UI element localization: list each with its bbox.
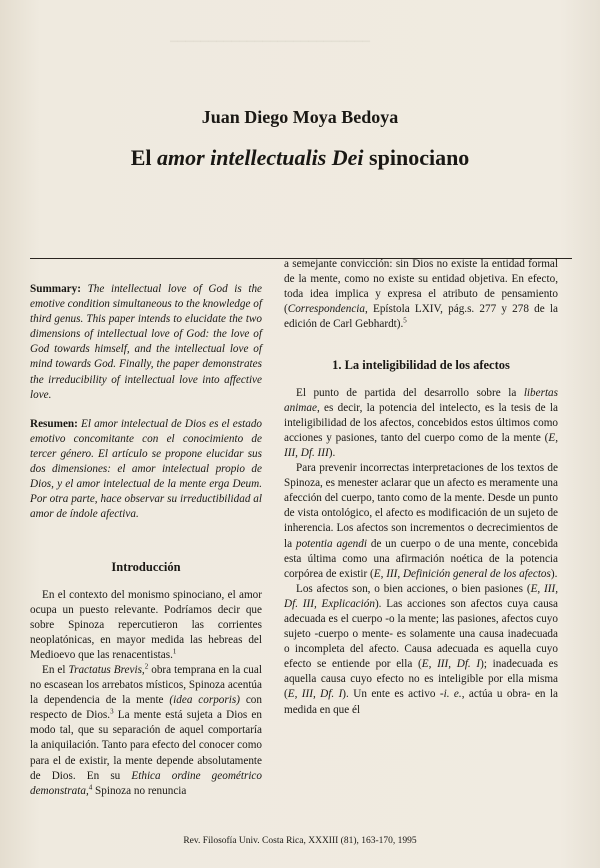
section-1-heading: 1. La inteligibilidad de los afectos bbox=[332, 358, 510, 373]
author-name: Juan Diego Moya Bedoya bbox=[201, 107, 399, 127]
section-1-paragraph-2: Para prevenir incorrectas interpretaciones de los textos de Spinoza, es menester aclarar que un afecto es meramente una afección del cuerpo, tanto como de la mente. Desde un punto de vista ontológico, el afecto es modificación de un sujeto de inherencia. Los afectos son incrementos o decrecimientos de la potentia agendi de un cuerpo o de una mente, concebida esta última como una afirmación noética de la potencia corpórea de existir (E, III, Definición general de los afectos). bbox=[284, 462, 558, 580]
section-1-paragraph-1: El punto de partida del desarrollo sobre la libertas animae, es decir, la potencia del intelecto, es la tesis de la inteligibilidad de los afectos, concebidos estos últimos como acciones y pasiones, tanto del cuerpo como de la mente (E, III, Df. III). bbox=[284, 386, 558, 459]
article-title: El amor intellectualis Dei spinociano bbox=[130, 145, 470, 170]
intro-paragraph-2: En el Tractatus Brevis,$^2$ obra temprana en la cual no escasean los arrebatos místicos, Spinoza acentúa la dependencia de la mente (idea corporis) con respecto de Dios.$^3$ La mente está sujeta a Dios en modo tal, que su separación de aquel comportaría la aniquilación. Tanto para efecto del conocer como para el de existir, la mente depende absolutamente de Dios. En su Ethica ordine geométrico demonstrata,$^4$ Spinoza no renuncia bbox=[30, 662, 262, 797]
resumen-paragraph bbox=[30, 417, 262, 523]
intro-heading: Introducción bbox=[111, 560, 181, 575]
resumen-text: El amor intelectual de Dios es el estado emotivo concomitante con el conocimiento de tercer género. El artículo se propone elucidar sus dos dimensiones: el amor intelectual propio de Dios, y el amor intelectual de la mente erga Deum. Por otra parte, hace observar su irreductibilidad al amor de índole afectiva. bbox=[30, 417, 263, 521]
title-italic: amor intellectualis Dei bbox=[156, 145, 364, 170]
resumen-label: Resumen: bbox=[30, 417, 78, 430]
intro-paragraph-1: En el contexto del monismo spinociano, el amor ocupa un puesto relevante. Podríamos decir que sobre Spinoza repercutieron las corrientes neoplatónicas, en mayor medida las hebreas del Medioevo que las renacentistas.$^1$ bbox=[30, 588, 262, 661]
summary-text: The intellectual love of God is the emotive condition simultaneous to the knowledge of third genus. This paper intends to elucidate the two dimensions of intellectual love of God: the love of God towards himself, and the intellectual love of mind towards God. Finally, the paper demonstrates the irreducibility of intellectual love into affective love. bbox=[30, 283, 263, 401]
left-column bbox=[30, 282, 262, 799]
bleed-through-text: ▔▔▔▔▔▔▔▔▔▔▔▔▔▔▔▔▔▔▔▔▔▔▔▔▔▔ bbox=[170, 42, 370, 53]
right-column bbox=[284, 257, 558, 718]
summary-label: Summary: bbox=[30, 283, 81, 295]
journal-citation: Rev. Filosofía Univ. Costa Rica, XXXIII (81), 163-170, 1995 bbox=[183, 836, 417, 846]
section-1-paragraph-3: Los afectos son, o bien acciones, o bien pasiones (E, III, Df. III, Explicación). Las acciones son afectos cuya causa adecuada es el cuerpo -o la mente; las pasiones, afectos cuyo sujeto -cuerpo o mente- es solamente una causa inadecuada o incompleta del afecto. Causa adecuada es aquella cuyo efecto se entiende por ella (E, III, Df. I); inadecuada es aquella causa cuyo efecto no es inteligible por ella misma (E, III, Df. I). Un ente es activo -i. e., actúa u obra- en la medida en que él bbox=[284, 582, 558, 716]
summary-paragraph bbox=[30, 282, 262, 403]
continued-paragraph: a semejante convicción: sin Dios no existe la entidad formal de la mente, como no existe su entidad objetiva. En efecto, toda idea implica y expresa el atributo de pensamiento (Correspondencia, Epístola LXIV, pág.s. 277 y 278 de la edición de Carl Gebhardt).$^5$ bbox=[284, 258, 558, 331]
